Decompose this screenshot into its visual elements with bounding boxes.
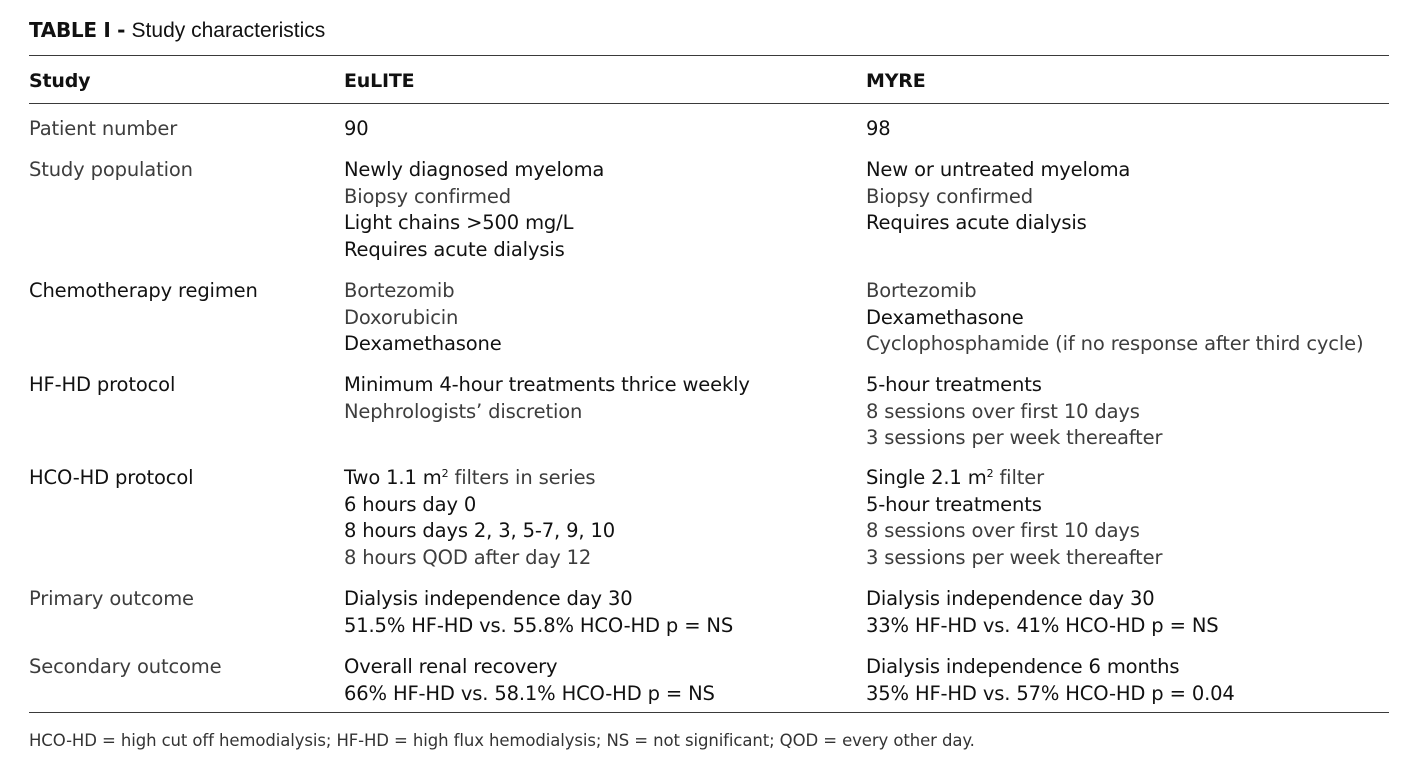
text-run: Two 1.1 m <box>344 466 442 489</box>
text-run: Single 2.1 m <box>866 466 987 489</box>
table-footnote: HCO-HD = high cut off hemodialysis; HF-HD = high flux hemodialysis; NS = not significant; QOD = every other day. <box>29 731 975 750</box>
row-label-study-population: Study population <box>29 158 193 181</box>
header-eulite: EuLITE <box>344 70 415 92</box>
cell-eulite-study-population <box>344 157 604 264</box>
cell-line: 66% HF-HD vs. 58.1% HCO-HD p = NS <box>344 681 715 705</box>
cell-line: Dialysis independence day 30 <box>344 587 633 610</box>
bottom-rule <box>29 712 1389 713</box>
cell-line: Dialysis independence day 30 <box>866 587 1155 610</box>
row-label-primary-outcome: Primary outcome <box>29 587 194 610</box>
cell-line: Biopsy confirmed <box>866 184 1033 208</box>
cell-line: 6 hours day 0 <box>344 492 477 516</box>
superscript: 2 <box>986 467 994 480</box>
cell-line: Requires acute dialysis <box>344 238 565 262</box>
cell-line: 33% HF-HD vs. 41% HCO-HD p = NS <box>866 613 1219 637</box>
cell-myre-chemotherapy <box>866 278 1363 358</box>
row-label-chemotherapy-regimen: Chemotherapy regimen <box>29 279 258 302</box>
cell-line: 5-hour treatments <box>866 373 1042 396</box>
cell-myre-hf-hd <box>866 372 1162 452</box>
cell-line: Bortezomib <box>344 279 455 302</box>
cell-line: 8 sessions over first 10 days <box>866 399 1140 423</box>
cell-eulite-patient-number <box>344 116 369 143</box>
cell-line: Biopsy confirmed <box>344 184 511 208</box>
cell-line: 3 sessions per week thereafter <box>866 546 1163 570</box>
cell-line: Dexamethasone <box>344 332 502 356</box>
cell-line: Dexamethasone <box>866 305 1024 329</box>
cell-eulite-hco-hd <box>344 465 615 572</box>
cell-line: Cyclophosphamide (if no response after third cycle) <box>866 332 1364 356</box>
cell-line: 8 sessions over first 10 days <box>866 519 1140 543</box>
superscript: 2 <box>441 467 449 480</box>
cell-line: 3 sessions per week thereafter <box>866 426 1163 450</box>
cell-eulite-secondary-outcome <box>344 654 715 707</box>
cell-myre-hco-hd <box>866 465 1162 572</box>
cell-line: Requires acute dialysis <box>866 211 1087 235</box>
table-caption-title: Study characteristics <box>131 19 326 42</box>
top-rule <box>29 55 1389 56</box>
cell-myre-study-population <box>866 157 1130 237</box>
cell-myre-secondary-outcome <box>866 654 1235 707</box>
header-study: Study <box>29 70 91 92</box>
cell-line: Doxorubicin <box>344 305 459 329</box>
cell-line: Newly diagnosed myeloma <box>344 158 605 181</box>
cell-eulite-chemotherapy <box>344 278 502 358</box>
row-label-hco-hd-protocol: HCO-HD protocol <box>29 466 194 489</box>
cell-line <box>866 465 1162 492</box>
row-label-hf-hd-protocol: HF-HD protocol <box>29 373 176 396</box>
cell-line: 8 hours days 2, 3, 5-7, 9, 10 <box>344 519 615 543</box>
cell-line: Light chains >500 mg/L <box>344 211 574 235</box>
cell-line: 8 hours QOD after day 12 <box>344 546 592 570</box>
cell-line: New or untreated myeloma <box>866 158 1131 181</box>
cell-line: 90 <box>344 117 369 140</box>
cell-line: 5-hour treatments <box>866 492 1042 516</box>
text-run: filters in series <box>448 466 596 489</box>
cell-line: Nephrologists’ discretion <box>344 399 583 423</box>
cell-line: Bortezomib <box>866 279 977 302</box>
table-caption <box>29 17 325 44</box>
header-myre: MYRE <box>866 70 926 92</box>
cell-line: Dialysis independence 6 months <box>866 655 1180 678</box>
cell-line: 35% HF-HD vs. 57% HCO-HD p = 0.04 <box>866 681 1235 705</box>
cell-myre-primary-outcome <box>866 586 1218 639</box>
cell-eulite-hf-hd <box>344 372 750 425</box>
cell-eulite-primary-outcome <box>344 586 733 639</box>
text-run: filter <box>993 466 1044 489</box>
cell-myre-patient-number <box>866 116 891 143</box>
cell-line: Minimum 4-hour treatments thrice weekly <box>344 373 750 396</box>
row-label-secondary-outcome: Secondary outcome <box>29 655 222 678</box>
cell-line <box>344 465 615 492</box>
cell-line: Overall renal recovery <box>344 655 558 678</box>
row-label-patient-number: Patient number <box>29 117 178 140</box>
cell-line: 51.5% HF-HD vs. 55.8% HCO-HD p = NS <box>344 613 734 637</box>
header-rule <box>29 103 1389 104</box>
cell-line: 98 <box>866 117 891 140</box>
table-caption-label: TABLE I - <box>29 18 126 42</box>
